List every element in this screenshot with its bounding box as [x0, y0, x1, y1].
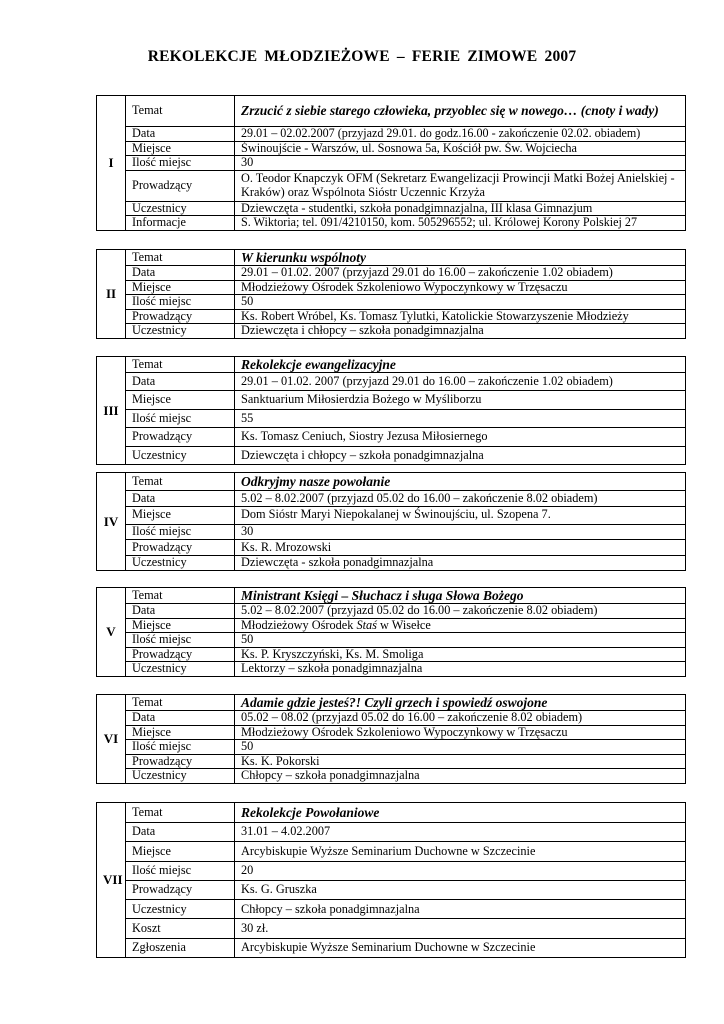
row-value: Ks. R. Mrozowski — [235, 540, 686, 556]
row-value: 5.02 – 8.02.2007 (przyjazd 05.02 do 16.00 – zakończenie 8.02 obiadem) — [235, 604, 686, 619]
row-label: Temat — [126, 803, 235, 823]
row-label: Ilość miejsc — [126, 410, 235, 428]
table-row — [97, 428, 686, 447]
row-value: Arcybiskupie Wyższe Seminarium Duchowne w Szczecinie — [235, 842, 686, 861]
table-row — [97, 266, 686, 281]
row-label: Temat — [126, 357, 235, 373]
row-value: 29.01 – 01.02. 2007 (przyjazd 29.01 do 16.00 – zakończenie 1.02 obiadem) — [235, 373, 686, 391]
row-label: Ilość miejsc — [126, 861, 235, 880]
row-label: Uczestnicy — [126, 769, 235, 784]
table-row — [97, 410, 686, 428]
row-label: Ilość miejsc — [126, 524, 235, 540]
table-row — [97, 695, 686, 711]
row-label: Zgłoszenia — [126, 938, 235, 957]
row-label: Miejsce — [126, 842, 235, 861]
row-value: Chłopcy – szkoła ponadgimnazjalna — [235, 769, 686, 784]
row-value: Dziewczęta - studentki, szkoła ponadgimnazjalna, III klasa Gimnazjum — [235, 201, 686, 216]
table-row — [97, 201, 686, 216]
table-row — [97, 725, 686, 740]
row-label: Ilość miejsc — [126, 633, 235, 648]
retreat-numeral: I — [97, 96, 126, 231]
row-value: S. Wiktoria; tel. 091/4210150, kom. 505296552; ul. Królowej Korony Polskiej 27 — [235, 216, 686, 231]
retreat-numeral: III — [97, 357, 126, 465]
table-row — [97, 842, 686, 861]
row-label: Prowadzący — [126, 309, 235, 324]
table-row — [97, 391, 686, 410]
retreat-numeral: II — [97, 250, 126, 339]
row-label: Ilość miejsc — [126, 295, 235, 310]
row-label: Miejsce — [126, 141, 235, 156]
table-row — [97, 250, 686, 266]
retreat-topic: Adamie gdzie jesteś?! Czyli grzech i spowiedź oswojone — [235, 695, 686, 711]
row-label: Data — [126, 373, 235, 391]
table-row — [97, 324, 686, 339]
table-row — [97, 447, 686, 465]
row-value: Ks. G. Gruszka — [235, 880, 686, 899]
table-row — [97, 373, 686, 391]
row-value: Dziewczęta i chłopcy – szkoła ponadgimnazjalna — [235, 324, 686, 339]
row-label: Data — [126, 823, 235, 842]
row-label: Data — [126, 491, 235, 507]
row-label: Miejsce — [126, 391, 235, 410]
retreat-numeral: VII — [97, 803, 126, 958]
row-label: Koszt — [126, 919, 235, 938]
table-row — [97, 588, 686, 604]
row-value: Ks. Tomasz Ceniuch, Siostry Jezusa Miłosiernego — [235, 428, 686, 447]
table-row — [97, 216, 686, 231]
retreat-numeral: V — [97, 588, 126, 677]
row-label: Ilość miejsc — [126, 156, 235, 171]
table-row — [97, 919, 686, 938]
retreat-table-2 — [96, 249, 686, 339]
row-label: Temat — [126, 473, 235, 491]
row-value: Chłopcy – szkoła ponadgimnazjalna — [235, 900, 686, 919]
row-value: 55 — [235, 410, 686, 428]
place-name: Staś — [356, 617, 377, 632]
row-value: 30 zł. — [235, 919, 686, 938]
row-label: Prowadzący — [126, 428, 235, 447]
row-value: Dziewczęta - szkoła ponadgimnazjalna — [235, 555, 686, 571]
retreat-topic: Odkryjmy nasze powołanie — [235, 473, 686, 491]
retreat-topic: Rekolekcje ewangelizacyjne — [235, 357, 686, 373]
row-value: Ks. P. Kryszczyński, Ks. M. Smoliga — [235, 647, 686, 662]
retreat-topic: W kierunku wspólnoty — [235, 250, 686, 266]
row-label: Data — [126, 127, 235, 142]
row-label: Uczestnicy — [126, 900, 235, 919]
row-label: Data — [126, 604, 235, 619]
row-label: Data — [126, 266, 235, 281]
row-value: O. Teodor Knapczyk OFM (Sekretarz Ewangelizacji Prowincji Matki Bożej Anielskiej - Kraków) oraz Wspólnota Sióstr Uczennic Krzyża — [235, 170, 686, 201]
table-row — [97, 711, 686, 726]
retreat-table-3 — [96, 356, 686, 465]
table-row — [97, 473, 686, 491]
retreat-table-4 — [96, 472, 686, 571]
table-row — [97, 740, 686, 755]
row-label: Temat — [126, 96, 235, 127]
row-value: 50 — [235, 295, 686, 310]
row-value: Świnoujście - Warszów, ul. Sosnowa 5a, Kościół pw. Św. Wojciecha — [235, 141, 686, 156]
table-row — [97, 803, 686, 823]
row-label: Miejsce — [126, 725, 235, 740]
table-row — [97, 141, 686, 156]
row-label: Uczestnicy — [126, 201, 235, 216]
table-row — [97, 540, 686, 556]
table-row — [97, 861, 686, 880]
retreat-topic: Rekolekcje Powołaniowe — [235, 803, 686, 823]
table-row — [97, 754, 686, 769]
row-label: Ilość miejsc — [126, 740, 235, 755]
table-row — [97, 280, 686, 295]
table-row — [97, 823, 686, 842]
retreat-topic: Ministrant Księgi – Słuchacz i sługa Słowa Bożego — [235, 588, 686, 604]
row-label: Prowadzący — [126, 880, 235, 899]
table-row — [97, 491, 686, 507]
place-prefix: Młodzieżowy Ośrodek — [241, 617, 357, 632]
row-value: Ks. K. Pokorski — [235, 754, 686, 769]
row-value: Dom Sióstr Maryi Niepokalanej w Świnoujściu, ul. Szopena 7. — [235, 506, 686, 524]
row-value: 31.01 – 4.02.2007 — [235, 823, 686, 842]
row-label: Temat — [126, 588, 235, 604]
retreat-table-5 — [96, 587, 686, 677]
table-row — [97, 156, 686, 171]
row-label: Prowadzący — [126, 647, 235, 662]
row-label: Informacje — [126, 216, 235, 231]
row-value: 50 — [235, 633, 686, 648]
row-value: Młodzieżowy Ośrodek Szkoleniowo Wypoczynkowy w Trzęsaczu — [235, 280, 686, 295]
row-value: Młodzieżowy Ośrodek Szkoleniowo Wypoczynkowy w Trzęsaczu — [235, 725, 686, 740]
row-value: 29.01 – 02.02.2007 (przyjazd 29.01. do godz.16.00 - zakończenie 02.02. obiadem) — [235, 127, 686, 142]
row-label: Uczestnicy — [126, 555, 235, 571]
table-row — [97, 604, 686, 619]
row-label: Miejsce — [126, 280, 235, 295]
row-label: Temat — [126, 250, 235, 266]
row-value: Dziewczęta i chłopcy – szkoła ponadgimnazjalna — [235, 447, 686, 465]
table-row — [97, 938, 686, 957]
row-label: Prowadzący — [126, 754, 235, 769]
row-value: 5.02 – 8.02.2007 (przyjazd 05.02 do 16.00 – zakończenie 8.02 obiadem) — [235, 491, 686, 507]
table-row — [97, 170, 686, 201]
row-value: Lektorzy – szkoła ponadgimnazjalna — [235, 662, 686, 677]
table-row — [97, 309, 686, 324]
table-row — [97, 96, 686, 127]
place-suffix: w Wisełce — [376, 617, 431, 632]
table-row — [97, 295, 686, 310]
retreat-table-7 — [96, 802, 686, 958]
row-label: Prowadzący — [126, 540, 235, 556]
retreat-table-1 — [96, 95, 686, 231]
table-row — [97, 662, 686, 677]
table-row — [97, 555, 686, 571]
table-row — [97, 618, 686, 633]
table-row — [97, 506, 686, 524]
table-row — [97, 647, 686, 662]
row-value — [235, 618, 686, 633]
table-row — [97, 900, 686, 919]
row-label: Miejsce — [126, 618, 235, 633]
table-row — [97, 357, 686, 373]
row-value: Ks. Robert Wróbel, Ks. Tomasz Tylutki, Katolickie Stowarzyszenie Młodzieży — [235, 309, 686, 324]
row-value: Sanktuarium Miłosierdzia Bożego w Myśliborzu — [235, 391, 686, 410]
page-title: REKOLEKCJE MŁODZIEŻOWE – FERIE ZIMOWE 2007 — [147, 48, 577, 65]
row-label: Uczestnicy — [126, 662, 235, 677]
row-label: Data — [126, 711, 235, 726]
row-value: Arcybiskupie Wyższe Seminarium Duchowne w Szczecinie — [235, 938, 686, 957]
row-label: Uczestnicy — [126, 324, 235, 339]
retreat-topic: Zrzucić z siebie starego człowieka, przyoblec się w nowego… (cnoty i wady) — [235, 96, 686, 127]
row-value: 20 — [235, 861, 686, 880]
row-label: Uczestnicy — [126, 447, 235, 465]
row-label: Temat — [126, 695, 235, 711]
retreat-numeral: VI — [97, 695, 126, 784]
row-label: Prowadzący — [126, 170, 235, 201]
table-row — [97, 633, 686, 648]
row-label: Miejsce — [126, 506, 235, 524]
row-value: 30 — [235, 524, 686, 540]
retreat-numeral: IV — [97, 473, 126, 571]
table-row — [97, 880, 686, 899]
table-row — [97, 127, 686, 142]
table-row — [97, 769, 686, 784]
row-value: 05.02 – 08.02 (przyjazd 05.02 do 16.00 – zakończenie 8.02 obiadem) — [235, 711, 686, 726]
row-value: 30 — [235, 156, 686, 171]
table-row — [97, 524, 686, 540]
row-value: 50 — [235, 740, 686, 755]
retreat-table-6 — [96, 694, 686, 784]
row-value: 29.01 – 01.02. 2007 (przyjazd 29.01 do 16.00 – zakończenie 1.02 obiadem) — [235, 266, 686, 281]
